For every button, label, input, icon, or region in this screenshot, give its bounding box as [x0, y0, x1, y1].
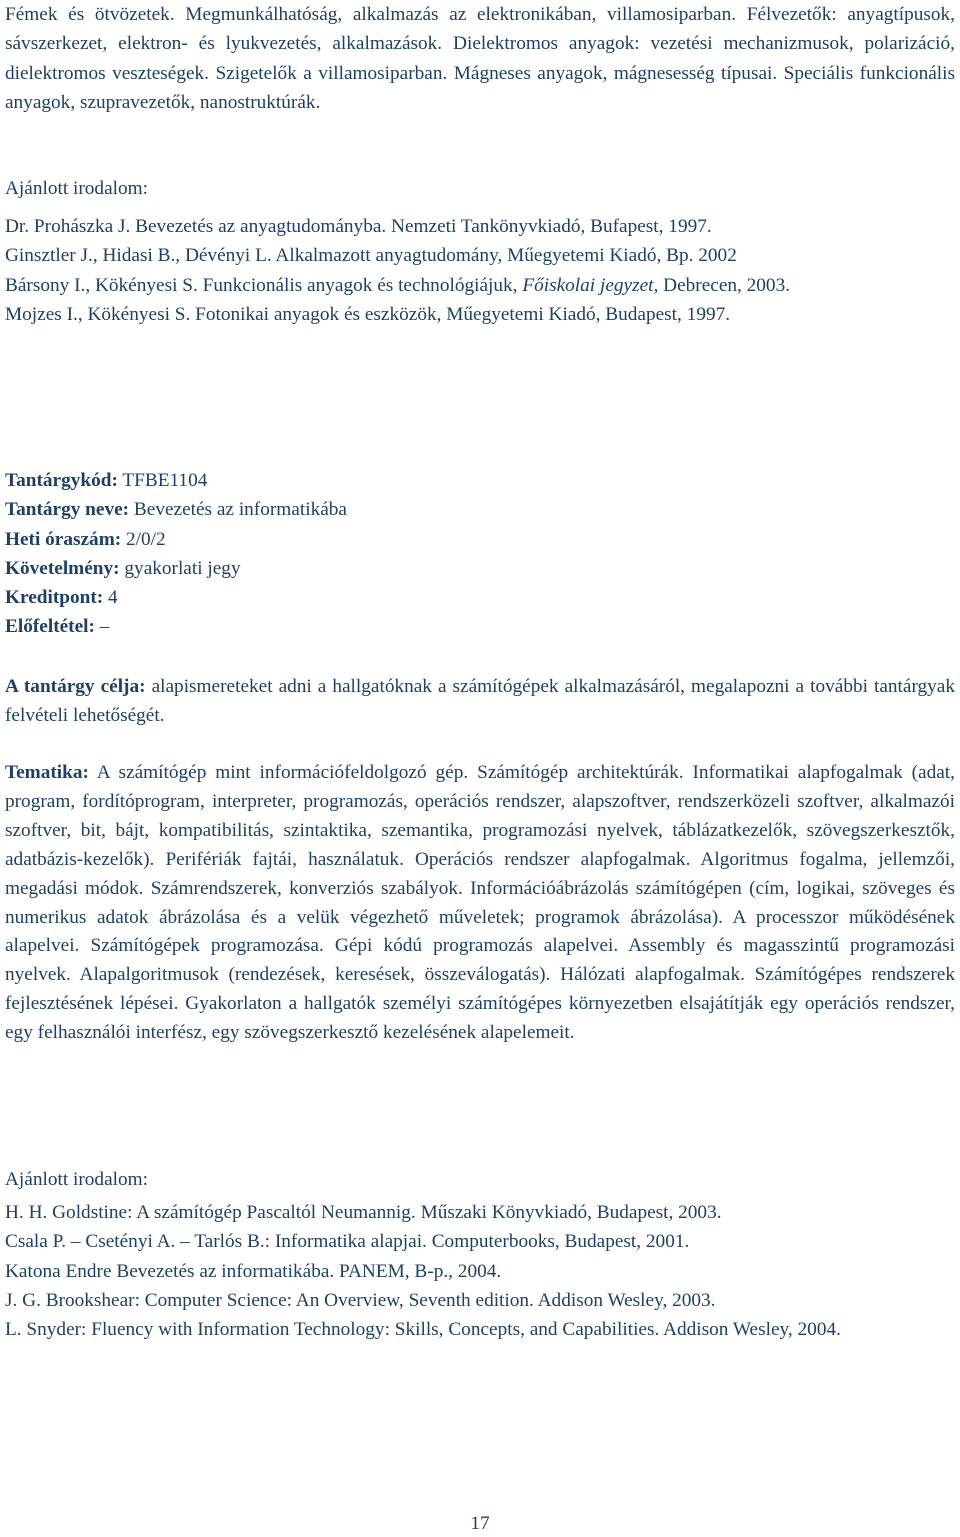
- literature-item: [5, 271, 955, 300]
- literature-item: Dr. Prohászka J. Bevezetés az anyagtudományba. Nemzeti Tankönyvkiadó, Bufapest, 1997.: [5, 216, 712, 237]
- page-number: 17: [470, 1513, 490, 1534]
- course-topics-text: A számítógép mint információfeldolgozó gép. Számítógép architektúrák. Informatikai alapfogalmak (adat, program, fordítóprogram, interpreter, programozás, operációs rendszer, alapszoftver, rendszerközeli szoftver, alkalmazói szoftver, bit, bájt, kompatibilitás, szintaktika, szemantika, programozási nyelvek, táblázatkezelők, szövegszerkesztők, adatbázis-kezelők). Perifériák fajtái, használatuk. Operációs rendszer alapfogalmak. Algoritmus fogalma, jellemzői, megadási módok. Számrendszerek, konverziós szabályok. Információábrázolás számítógépen (cím, logikai, szöveges és numerikus adatok ábrázolása és a velük végezhető műveletek; programok ábrázolása). A processzor működésének alapelvei. Számítógépek programozása. Gépi kódú programozás alapelvei. Assembly és magasszintű programozási nyelvek. Alapalgoritmusok (rendezések, keresések, összeválogatás). Hálózati alapfogalmak. Számítógépes rendszerek fejlesztésének lépései. Gyakorlaton a hallgatók személyi számítógépes környezetben elsajátítják egy operációs rendszer, egy felhasználói interfész, egy szövegszerkesztő kezelésének alapelemeit.: [5, 762, 955, 1044]
- course-name-row: [5, 495, 955, 524]
- requirement-label: Követelmény:: [5, 557, 120, 579]
- course-goal-text: alapismereteket adni a hallgatóknak a számítógépek alkalmazásáról, megalapozni a további tantárgyak felvételi lehetőségét.: [5, 676, 955, 727]
- credit-value: 4: [108, 587, 118, 609]
- course-code-row: [5, 466, 955, 495]
- literature-item-authors-title: Bársony I., Kökényesi S. Funkcionális anyagok és technológiájuk,: [5, 274, 518, 296]
- literature-item: Ginsztler J., Hidasi B., Dévényi L. Alkalmazott anyagtudomány, Műegyetemi Kiadó, Bp. 2002: [5, 245, 737, 267]
- literature-list-2: [5, 1198, 955, 1344]
- literature-item: L. Snyder: Fluency with Information Technology: Skills, Concepts, and Capabilities. Addison Wesley, 2004.: [5, 1319, 841, 1341]
- literature-item: J. G. Brookshear: Computer Science: An Overview, Seventh edition. Addison Wesley, 2003.: [5, 1289, 716, 1311]
- credit-row: [5, 583, 955, 612]
- materials-topics-paragraph: Fémek és ötvözetek. Megmunkálhatóság, alkalmazás az elektronikában, villamosiparban. Félvezetők: anyagtípusok, sávszerkezet, elektron- és lyukvezetés, alkalmazások. Dielektromos anyagok: vezetési mechanizmusok, polarizáció, dielektromos veszteségek. Szigetelők a villamosiparban. Mágneses anyagok, mágnesesség típusai. Speciális funkcionális anyagok, szupravezetők, nanostruktúrák.: [5, 4, 955, 113]
- literature-item: Mojzes I., Kökényesi S. Fotonikai anyagok és eszközök, Műegyetemi Kiadó, Budapest, 1997.: [5, 303, 731, 325]
- prerequisite-label: Előfeltétel:: [5, 616, 95, 638]
- weekly-hours-row: [5, 525, 955, 554]
- course-topics: [5, 759, 955, 1048]
- literature-list-1: [5, 212, 955, 329]
- course-topics-label: Tematika:: [5, 762, 89, 783]
- course-goal-label: A tantárgy célja:: [5, 676, 146, 697]
- course-code-label: Tantárgykód:: [5, 470, 118, 491]
- literature-item-place-year: Debrecen, 2003.: [663, 274, 791, 296]
- literature-item: Csala P. – Csetényi A. – Tarlós B.: Informatika alapjai. Computerbooks, Budapest, 2001.: [5, 1231, 690, 1253]
- credit-label: Kreditpont:: [5, 587, 104, 609]
- prerequisite-row: [5, 612, 955, 641]
- weekly-hours-label: Heti óraszám:: [5, 528, 122, 550]
- course-metadata: [5, 466, 955, 642]
- literature-item: Katona Endre Bevezetés az informatikába. PANEM, B-p., 2004.: [5, 1260, 502, 1282]
- course-code-value: TFBE1104: [122, 470, 208, 491]
- course-name-label: Tantárgy neve:: [5, 499, 130, 521]
- requirement-value: gyakorlati jegy: [124, 557, 241, 579]
- course-goal: [5, 672, 955, 731]
- recommended-literature-heading: Ajánlott irodalom:: [5, 1169, 148, 1190]
- weekly-hours-value: 2/0/2: [126, 528, 166, 550]
- literature-item-series: Főiskolai jegyzet,: [522, 274, 659, 296]
- prerequisite-value: –: [99, 616, 110, 638]
- literature-item: H. H. Goldstine: A számítógép Pascaltól Neumannig. Műszaki Könyvkiadó, Budapest, 2003.: [5, 1202, 722, 1223]
- recommended-literature-heading: Ajánlott irodalom:: [5, 178, 148, 199]
- course-name-value: Bevezetés az informatikába: [133, 499, 347, 521]
- requirement-row: [5, 554, 955, 583]
